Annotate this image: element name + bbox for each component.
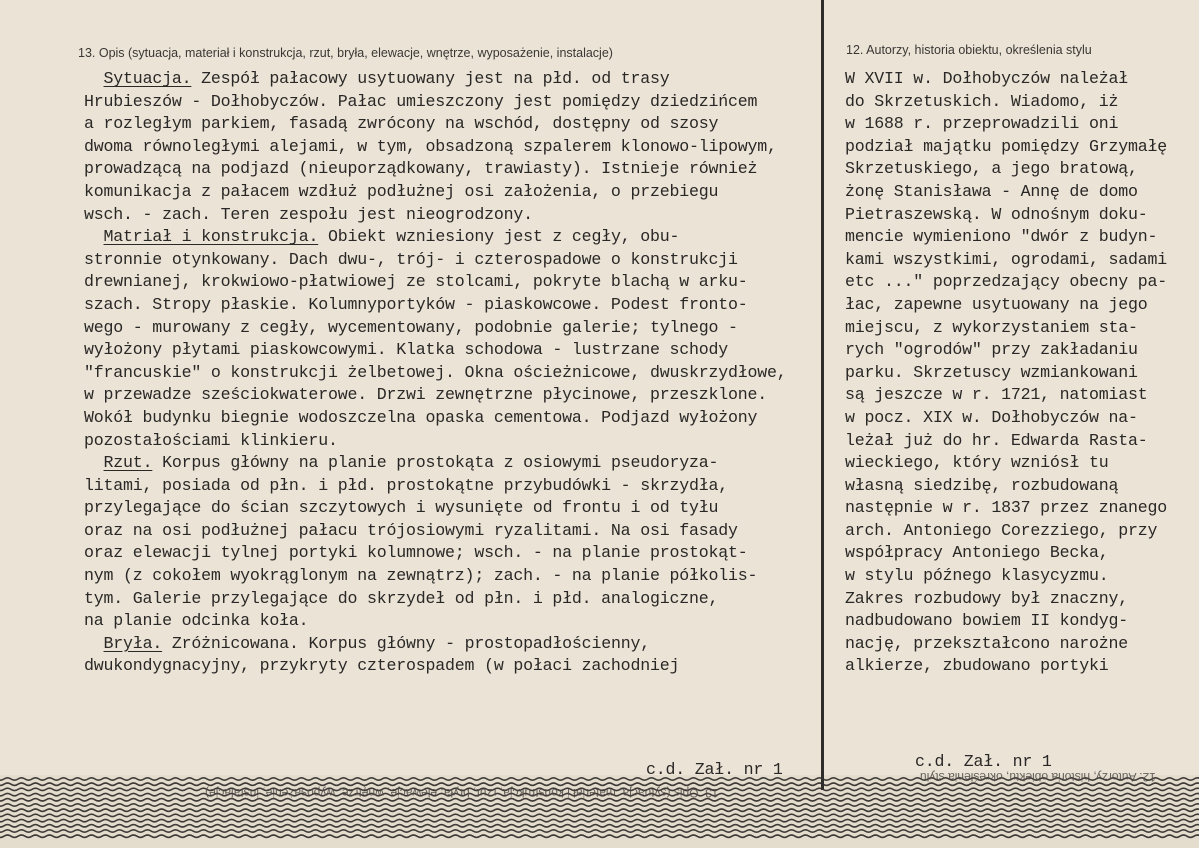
history-line: podział majątku pomiędzy Grzymałę: [845, 136, 1168, 156]
description-line: [84, 588, 819, 611]
history-line: następnie w r. 1837 przez znanego: [845, 498, 1168, 518]
left-section-header: 13. Opis (sytuacja, materiał i konstrukcja, rzut, bryła, elewacje, wnętrze, wyposażenie, instalacje): [78, 46, 613, 60]
history-line: leżał już do hr. Edwarda Rasta-: [845, 430, 1148, 450]
line-text: Zespół pałacowy usytuowany jest na płd. od trasy: [191, 69, 670, 88]
right-mirrored-header: 12. Autorzy, historia obiektu, określenia stylu: [920, 770, 1156, 784]
history-line: Zakres rozbudowy był znaczny,: [845, 588, 1128, 608]
history-line: żonę Stanisława - Annę de domo: [845, 181, 1138, 201]
description-line: [84, 339, 819, 362]
history-line: łac, zapewne usytuowany na jego: [845, 294, 1148, 314]
line-text: wyłożony płytami piaskowcowymi. Klatka schodowa - lustrzane schody: [84, 340, 729, 360]
line-text: dwukondygnacyjny, przykryty czterospadem (w połaci zachodniej: [84, 656, 680, 676]
description-line: [84, 136, 819, 159]
line-text: Zróżnicowana. Korpus główny - prostopadłościenny,: [162, 633, 650, 653]
line-text: tym. Galerie przylegające do skrzydeł od płn. i płd. analogiczne,: [84, 588, 719, 608]
line-text: drewnianej, krokwiowo-płatwiowej ze stolcami, pokryte blachą w arku-: [84, 272, 748, 292]
description-line: [84, 520, 819, 543]
description-line: [84, 226, 819, 249]
description-line: [84, 565, 819, 588]
description-line: [84, 542, 819, 565]
description-line: [84, 655, 819, 678]
line-text: na planie odcinka koła.: [84, 611, 309, 631]
history-line: alkierze, zbudowano portyki: [845, 656, 1109, 676]
history-line: współpracy Antoniego Becka,: [845, 543, 1109, 563]
description-line: [84, 113, 819, 136]
line-text: przylegające do ścian szczytowych i wysunięte od frontu i od tyłu: [84, 498, 719, 518]
history-line: parku. Skrzetuscy wzmiankowani: [845, 362, 1138, 382]
description-line: [84, 68, 819, 91]
line-text: litami, posiada od płn. i płd. prostokątne przybudówki - skrzydła,: [84, 475, 729, 495]
description-line: [84, 633, 819, 656]
history-line: w stylu późnego klasycyzmu.: [845, 566, 1109, 586]
history-line: W XVII w. Dołhobyczów należał: [845, 69, 1128, 88]
line-text: pozostałościami klinkieru.: [84, 430, 338, 450]
description-line: [84, 158, 819, 181]
line-text: prowadzącą na podjazd (nieuporządkowany, trawiasty). Istnieje również: [84, 159, 758, 179]
section-heading: Sytuacja.: [103, 69, 192, 88]
history-line: Skrzetuskiego, a jego bratową,: [845, 159, 1138, 179]
line-indent: [84, 69, 104, 88]
right-continuation-note: c.d. Zał. nr 1: [915, 752, 1052, 771]
line-text: oraz na osi podłużnej pałacu trójosiowymi ryzalitami. Na osi fasady: [84, 520, 738, 540]
line-text: wsch. - zach. Teren zespołu jest nieogrodzony.: [84, 204, 533, 224]
history-line: nację, przekształcono narożne: [845, 633, 1128, 653]
description-line: [84, 181, 819, 204]
history-line: własną siedzibę, rozbudowaną: [845, 475, 1119, 495]
history-line: mencie wymieniono "dwór z budyn-: [845, 227, 1158, 247]
description-line: [84, 384, 819, 407]
column-divider: [821, 0, 824, 790]
line-text: szach. Stropy płaskie. Kolumnyportyków - piaskowcowe. Podest fronto-: [84, 294, 748, 314]
description-line: [84, 249, 819, 272]
line-indent: [84, 227, 104, 246]
description-text: [84, 68, 819, 678]
description-line: [84, 294, 819, 317]
description-line: [84, 204, 819, 227]
line-text: "francuskie" o konstrukcji żelbetowej. Okna ościeżnicowe, dwuskrzydłowe,: [84, 362, 787, 382]
description-line: [84, 497, 819, 520]
left-continuation-note: c.d. Zał. nr 1: [646, 760, 783, 779]
section-heading: Bryła.: [103, 633, 163, 653]
description-line: [84, 430, 819, 453]
history-line: Pietraszewską. W odnośnym doku-: [845, 204, 1148, 224]
line-text: komunikacja z pałacem wzdłuż podłużnej osi założenia, o przebiegu: [84, 181, 719, 201]
description-line: [84, 475, 819, 498]
history-line: w pocz. XIX w. Dołhobyczów na-: [845, 407, 1138, 427]
line-text: nym (z cokołem wyokrąglonym na zewnątrz); zach. - na planie półkolis-: [84, 566, 758, 586]
line-indent: [84, 634, 104, 653]
history-line: etc ..." poprzedzający obecny pa-: [845, 272, 1168, 292]
line-text: w przewadze sześciokwaterowe. Drzwi zewnętrzne płycinowe, przeszklone.: [84, 385, 768, 405]
line-text: Wokół budynku biegnie wodoszczelna opaska cementowa. Podjazd wyłożony: [84, 407, 758, 427]
section-heading: Rzut.: [103, 453, 153, 473]
history-line: arch. Antoniego Corezziego, przy: [845, 520, 1158, 540]
description-line: [84, 407, 819, 430]
history-line: wieckiego, który wzniósł tu: [845, 453, 1109, 473]
history-line: kami wszystkimi, ogrodami, sadami: [845, 249, 1168, 269]
line-text: dwoma równoległymi alejami, w tym, obsadzoną szpalerem klonowo-lipowym,: [84, 136, 777, 156]
line-text: stronnie otynkowany. Dach dwu-, trój- i czterospadowe o konstrukcji: [84, 249, 738, 269]
history-text: [845, 68, 1195, 678]
history-line: są jeszcze w r. 1721, natomiast: [845, 385, 1148, 405]
description-line: [84, 317, 819, 340]
history-line: nadbudowano bowiem II kondyg-: [845, 611, 1128, 631]
history-line: miejscu, z wykorzystaniem sta-: [845, 317, 1138, 337]
description-line: [84, 271, 819, 294]
right-section-header: 12. Autorzy, historia obiektu, określenia stylu: [846, 43, 1092, 57]
history-line: do Skrzetuskich. Wiadomo, iż: [845, 91, 1119, 111]
history-line: w 1688 r. przeprowadzili oni: [845, 114, 1119, 134]
line-text: a rozległym parkiem, fasadą zwrócony na wschód, dostępny od szosy: [84, 114, 719, 134]
line-text: Korpus główny na planie prostokąta z osiowymi pseudoryza-: [152, 453, 719, 473]
left-mirrored-header: 13. Opis (sytuacja, materiał i konstrukcja, rzut, bryła, elewacje, wnętrze, wyposażenie, instalacje): [205, 786, 719, 800]
line-text: oraz elewacji tylnej portyki kolumnowe; wsch. - na planie prostokąt-: [84, 543, 748, 563]
description-line: [84, 91, 819, 114]
line-text: Obiekt wzniesiony jest z cegły, obu-: [318, 227, 680, 247]
description-line: [84, 452, 819, 475]
description-line: [84, 362, 819, 385]
line-indent: [84, 453, 104, 472]
description-line: [84, 610, 819, 633]
line-text: Hrubieszów - Dołhobyczów. Pałac umieszczony jest pomiędzy dziedzińcem: [84, 91, 758, 111]
section-heading: Matriał i konstrukcja.: [103, 227, 319, 247]
history-line: rych "ogrodów" przy zakładaniu: [845, 340, 1138, 360]
line-text: wego - murowany z cegły, wycementowany, podobnie galerie; tylnego -: [84, 317, 738, 337]
